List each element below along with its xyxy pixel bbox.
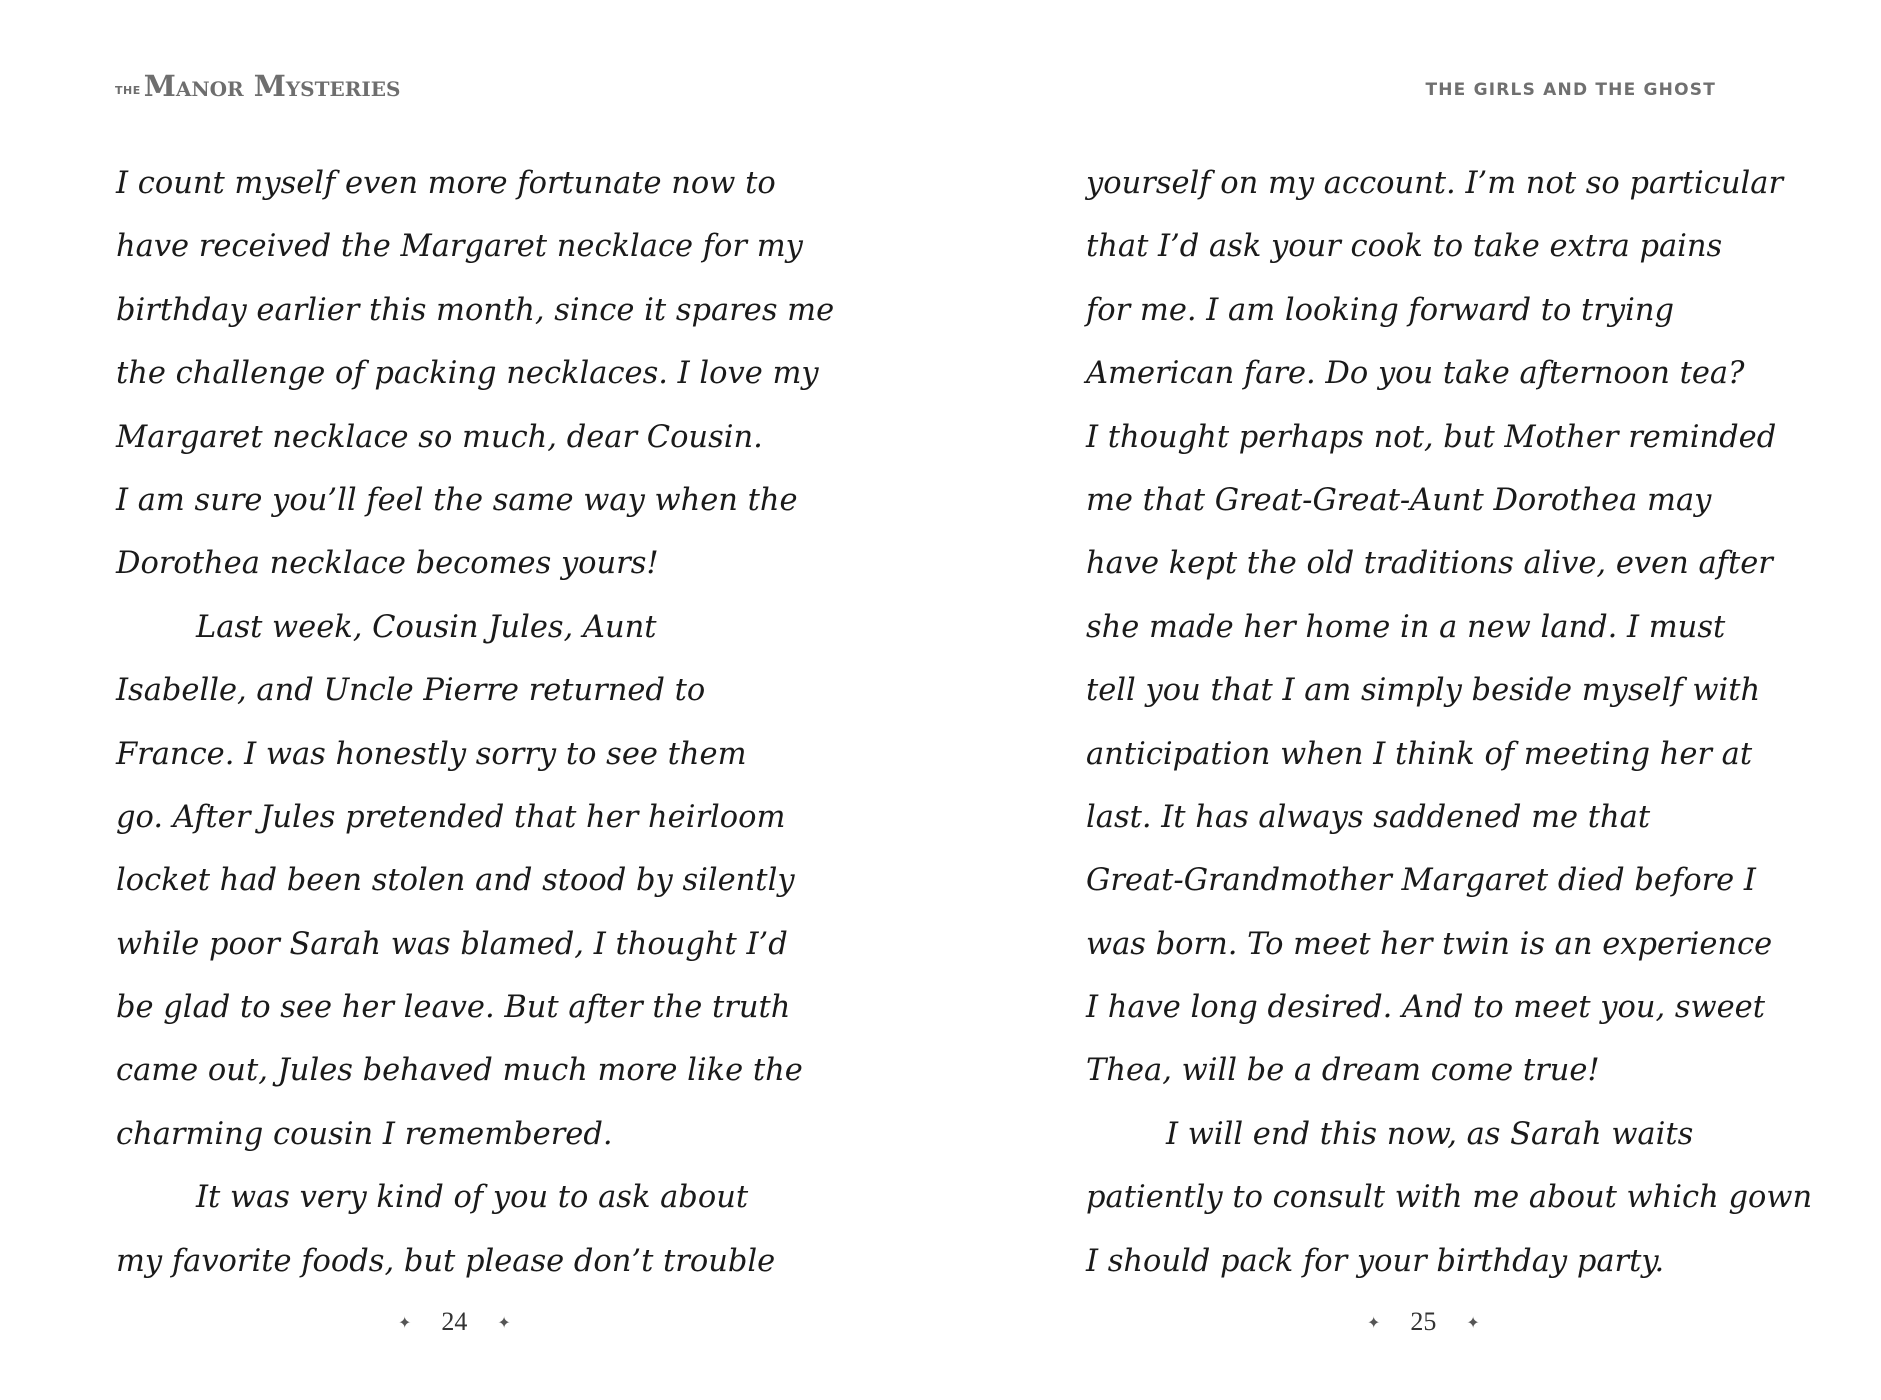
text-line: tell you that I am simply beside myself with (1086, 673, 1761, 709)
text-line: France. I was honestly sorry to see them (116, 736, 747, 772)
page-number: 24 (441, 1307, 468, 1336)
running-title: THE GIRLS AND THE GHOST (1425, 80, 1716, 100)
text-line: I should pack for your birthday party. (1086, 1243, 1665, 1279)
text-line: I count myself even more fortunate now to (116, 166, 776, 201)
text-line: while poor Sarah was blamed, I thought I’d (116, 926, 788, 962)
star-ornament-icon: ✦ (497, 1312, 511, 1332)
text-line: Great-Grandmother Margaret died before I (1086, 863, 1756, 899)
right-page (941, 0, 1881, 1400)
page-number: 25 (1410, 1307, 1437, 1336)
text-line: be glad to see her leave. But after the truth (116, 990, 791, 1026)
text-line: I have long desired. And to meet you, sweet (1086, 990, 1765, 1026)
text-line: American fare. Do you take afternoon tea? (1086, 356, 1745, 392)
series-title: Manor Mysteries (143, 69, 401, 103)
text-line: me that Great-Great-Aunt Dorothea may (1086, 482, 1712, 518)
text-line: charming cousin I remembered. (116, 1116, 613, 1152)
series-header (115, 70, 400, 102)
text-line: go. After Jules pretended that her heirloom (116, 799, 786, 835)
text-line: I thought perhaps not, but Mother reminded (1086, 419, 1777, 455)
series-prefix: THE (115, 84, 141, 97)
page-number-footer (398, 1307, 511, 1337)
text-line: Margaret necklace so much, dear Cousin. (116, 419, 763, 455)
text-line: the challenge of packing necklaces. I love my (116, 356, 819, 392)
text-line: for me. I am looking forward to trying (1086, 292, 1675, 328)
paragraph-first-line: It was very kind of you to ask about (196, 1180, 749, 1216)
left-body-text (116, 152, 836, 1293)
text-line: I am sure you’ll feel the same way when the (116, 482, 798, 518)
text-line: she made her home in a new land. I must (1086, 609, 1726, 645)
right-body-text (1086, 152, 1813, 1293)
text-line: was born. To meet her twin is an experience (1086, 926, 1773, 962)
page-number-footer (1367, 1307, 1480, 1337)
text-line: have received the Margaret necklace for my (116, 229, 803, 265)
text-line: have kept the old traditions alive, even after (1086, 546, 1773, 582)
text-line: Dorothea necklace becomes yours! (116, 546, 659, 582)
star-ornament-icon: ✦ (1466, 1312, 1480, 1332)
text-line: patiently to consult with me about which gown (1086, 1180, 1813, 1216)
star-ornament-icon: ✦ (398, 1312, 412, 1332)
text-line: Isabelle, and Uncle Pierre returned to (116, 673, 706, 709)
text-line: Thea, will be a dream come true! (1086, 1053, 1600, 1089)
text-line: anticipation when I think of meeting her at (1086, 736, 1753, 772)
text-line: came out, Jules behaved much more like the (116, 1053, 803, 1089)
text-line: that I’d ask your cook to take extra pains (1086, 229, 1723, 265)
left-page (0, 0, 940, 1400)
star-ornament-icon: ✦ (1367, 1312, 1381, 1332)
text-line: birthday earlier this month, since it spares me (116, 292, 835, 328)
text-line: yourself on my account. I’m not so particular (1086, 166, 1784, 201)
text-line: last. It has always saddened me that (1086, 799, 1651, 835)
paragraph-first-line: Last week, Cousin Jules, Aunt (196, 609, 657, 645)
text-line: my favorite foods, but please don’t trouble (116, 1243, 776, 1279)
text-line: locket had been stolen and stood by silently (116, 863, 795, 899)
paragraph-first-line: I will end this now, as Sarah waits (1166, 1116, 1694, 1152)
